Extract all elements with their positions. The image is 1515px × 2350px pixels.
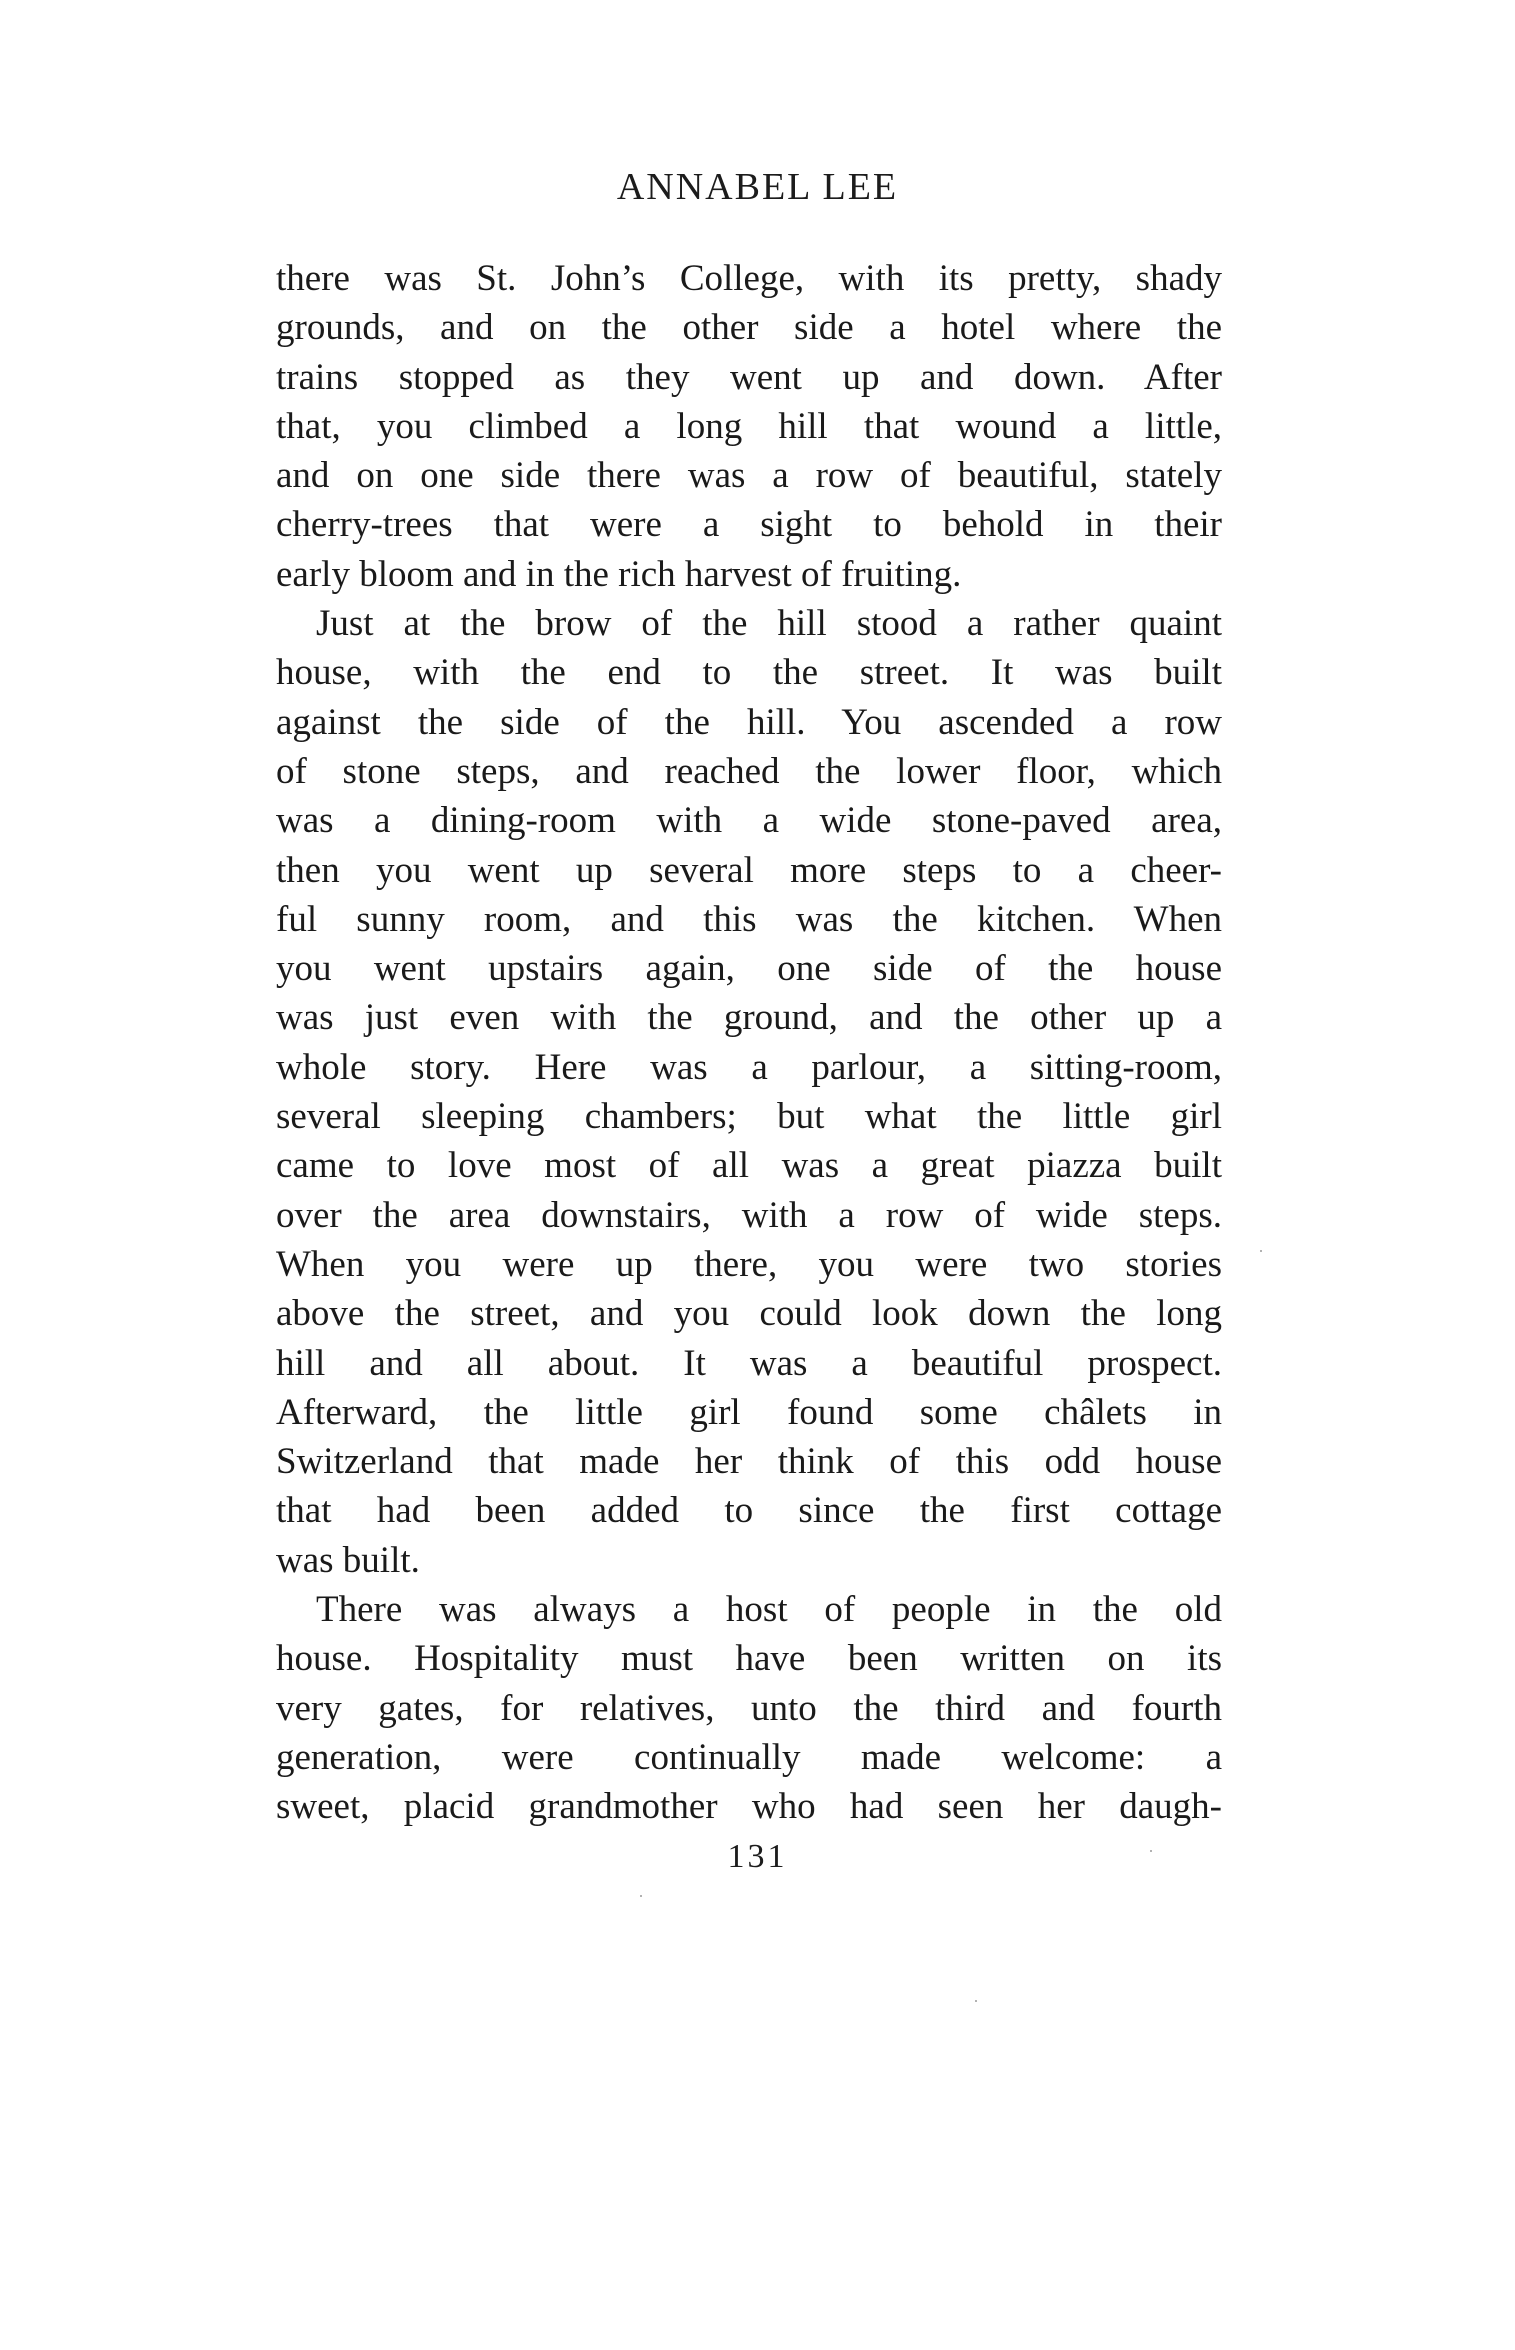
text-line: cherry-trees that were a sight to behold in their <box>276 504 1222 546</box>
text-line: against the side of the hill. You ascended a row <box>276 701 1222 743</box>
text-line: trains stopped as they went up and down. After <box>276 356 1222 398</box>
text-line: came to love most of all was a great piazza built <box>276 1145 1222 1187</box>
paragraph-1 <box>276 254 1222 599</box>
text-line: Just at the brow of the hill stood a rather quaint <box>316 603 1222 645</box>
text-line: whole story. Here was a parlour, a sitting-room, <box>276 1046 1222 1088</box>
text-line: house. Hospitality must have been written on its <box>276 1638 1222 1680</box>
text-line: then you went up several more steps to a cheer- <box>276 849 1222 891</box>
body-text <box>276 254 1222 1832</box>
text-line: there was St. John’s College, with its pretty, shady <box>276 258 1222 299</box>
running-header-title: ANNABEL LEE <box>616 166 899 208</box>
text-line: early bloom and in the rich harvest of fruiting. <box>276 553 962 595</box>
text-line: very gates, for relatives, unto the third and fourth <box>276 1687 1222 1729</box>
text-line: When you were up there, you were two stories <box>276 1243 1222 1285</box>
text-line: house, with the end to the street. It was built <box>276 652 1222 694</box>
paragraph-3 <box>276 1585 1222 1831</box>
text-line: and on one side there was a row of beautiful, stately <box>276 455 1222 497</box>
text-line: hill and all about. It was a beautiful prospect. <box>276 1342 1222 1384</box>
text-line: above the street, and you could look down the long <box>276 1293 1222 1335</box>
paper-speck <box>640 1895 642 1897</box>
text-line: was just even with the ground, and the other up a <box>276 997 1222 1039</box>
text-line: that had been added to since the first cottage <box>276 1490 1222 1532</box>
text-line: over the area downstairs, with a row of wide steps. <box>276 1194 1222 1236</box>
text-line: was a dining-room with a wide stone-paved area, <box>276 800 1222 842</box>
text-line: you went upstairs again, one side of the house <box>276 948 1222 990</box>
text-line: several sleeping chambers; but what the little girl <box>276 1096 1222 1138</box>
paper-speck <box>975 2000 977 2002</box>
page-number: 131 <box>727 1838 788 1875</box>
paper-speck <box>1150 1850 1152 1852</box>
text-line: sweet, placid grandmother who had seen her daugh- <box>276 1786 1222 1828</box>
text-line: Afterward, the little girl found some châlets in <box>276 1391 1222 1433</box>
text-line: of stone steps, and reached the lower floor, which <box>276 750 1222 792</box>
text-line: grounds, and on the other side a hotel where the <box>276 307 1222 349</box>
paragraph-2 <box>276 599 1222 1585</box>
text-line: Switzerland that made her think of this odd house <box>276 1441 1222 1483</box>
paper-speck <box>1260 1250 1262 1252</box>
text-line: ful sunny room, and this was the kitchen. When <box>276 898 1222 940</box>
text-line: There was always a host of people in the old <box>316 1589 1222 1631</box>
text-line: generation, were continually made welcome: a <box>276 1736 1222 1778</box>
text-line: was built. <box>276 1539 420 1581</box>
text-line: that, you climbed a long hill that wound a little, <box>276 405 1222 447</box>
